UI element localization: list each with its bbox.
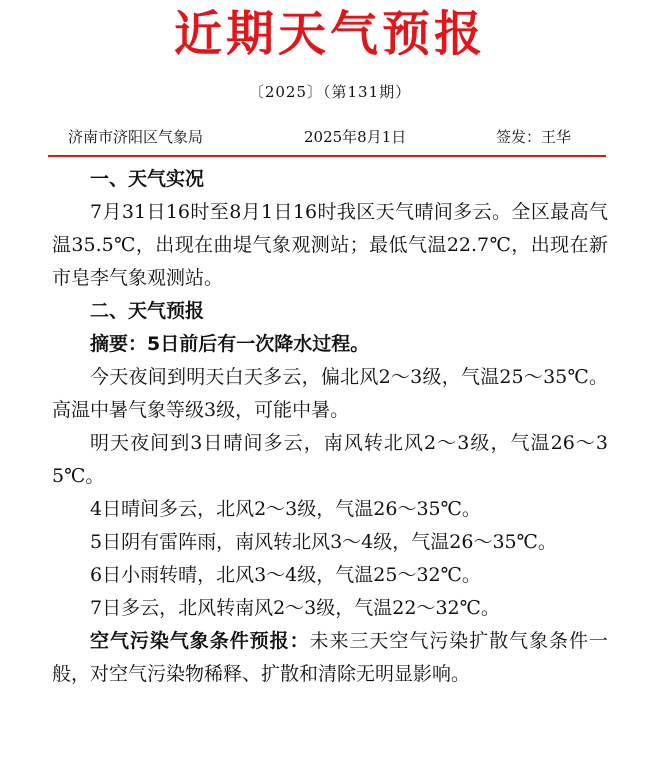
document-title: 近期天气预报 (173, 6, 486, 62)
forecast-item: 今天夜间到明天白天多云，偏北风2～3级，气温25～35℃。高温中暑气象等级3级，可能中暑。 (52, 366, 608, 421)
document-body (52, 163, 608, 691)
pollution-forecast (52, 625, 608, 691)
pollution-text: 未来三天空气污染扩散气象条件一般，对空气污染物稀释、扩散和清除无明显影响。 (52, 630, 608, 685)
header-divider (48, 155, 606, 157)
issuing-bureau: 济南市济阳区气象局 (68, 128, 204, 146)
signer: 签发：王华 (496, 128, 572, 146)
forecast-item: 6日小雨转晴，北风3～4级，气温25～32℃。 (90, 564, 481, 586)
pollution-label: 空气污染气象条件预报： (90, 630, 310, 652)
issue-number: 〔2025〕（第131期） (248, 83, 412, 101)
issue-date: 2025年8月1日 (304, 128, 407, 146)
section-heading-observed: 一、天气实况 (90, 168, 205, 190)
forecast-item: 5日阴有雷阵雨，南风转北风3～4级，气温26～35℃。 (90, 531, 557, 553)
forecast-summary: 摘要：5日前后有一次降水过程。 (90, 333, 370, 355)
forecast-item: 明天夜间到3日晴间多云，南风转北风2～3级，气温26～35℃。 (52, 432, 608, 487)
section-heading-forecast: 二、天气预报 (90, 300, 205, 322)
forecast-item: 4日晴间多云，北风2～3级，气温26～35℃。 (90, 498, 481, 520)
observed-text: 7月31日16时至8月1日16时我区天气晴间多云。全区最高气温35.5℃，出现在曲堤气象观测站；最低气温22.7℃，出现在新市皂李气象观测站。 (52, 201, 608, 289)
forecast-item: 7日多云，北风转南风2～3级，气温22～32℃。 (90, 597, 500, 619)
